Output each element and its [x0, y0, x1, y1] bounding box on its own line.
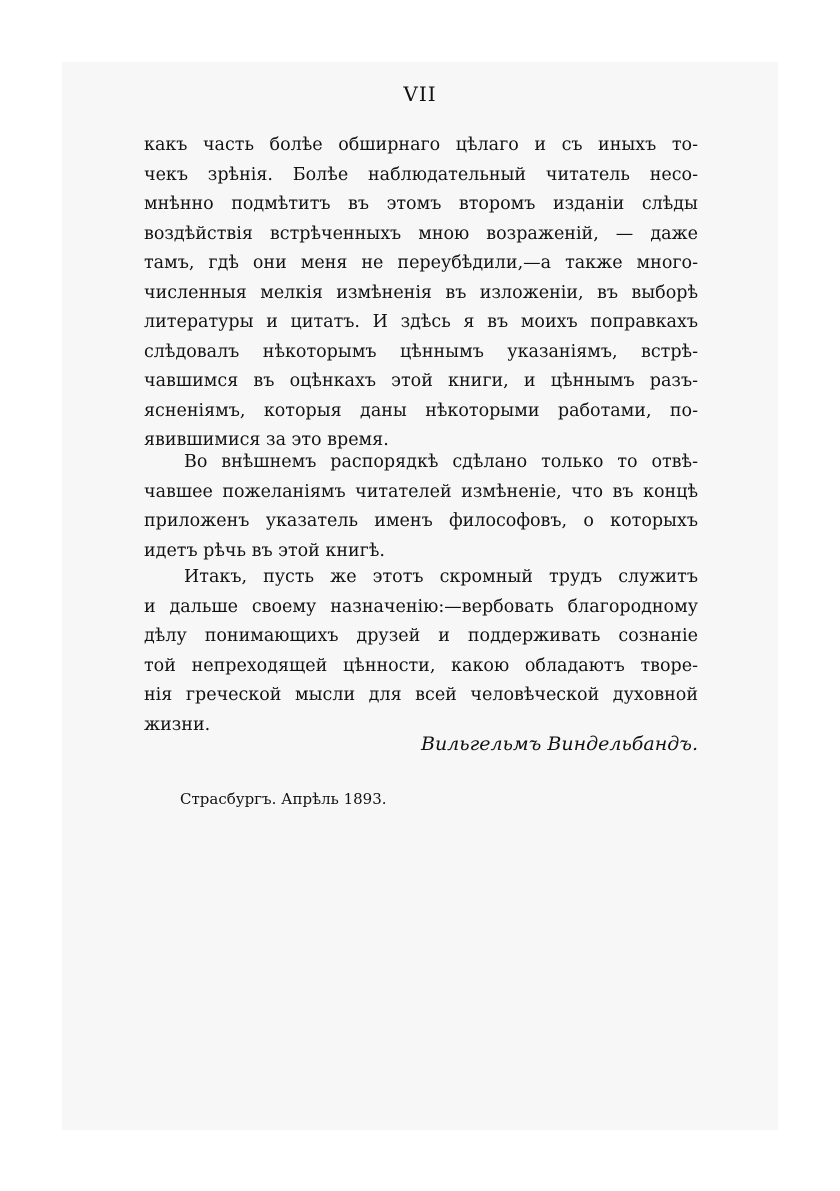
text-line: какъ часть болѣе обширнаго цѣлаго и съ иныхъ то-: [144, 135, 698, 155]
place-date: Страсбургъ. Апрѣль 1893.: [180, 790, 387, 808]
text-line: жизни.: [144, 714, 211, 735]
text-line: и дальше своему назначенію:—вербовать благородному: [144, 596, 698, 617]
text-line: тамъ, гдѣ они меня не переубѣдили,—а также много-: [144, 253, 698, 273]
text-line: нія греческой мысли для всей человѣческой духовной: [144, 685, 698, 705]
text-line: чавшее пожеланіямъ читателей измѣненіе, что въ концѣ: [144, 481, 698, 502]
text-line: чавшимся въ оцѣнкахъ этой книги, и цѣннымъ разъ-: [144, 371, 698, 391]
text-line: Итакъ, пусть же этотъ скромный трудъ служитъ: [184, 567, 698, 587]
text-line: литературы и цитатъ. И здѣсь я въ моихъ поправкахъ: [144, 312, 698, 332]
text-line: ясненіямъ, которыя даны нѣкоторыми работами, по-: [144, 400, 698, 421]
paragraph-1: [144, 131, 698, 456]
text-line: дѣлу понимающихъ друзей и поддерживать сознаніе: [144, 626, 698, 646]
paragraph-2: [144, 448, 698, 566]
text-line: мнѣнно подмѣтитъ въ этомъ второмъ изданіи слѣды: [144, 194, 698, 214]
text-line: идетъ рѣчь въ этой книгѣ.: [144, 540, 385, 561]
text-line: приложенъ указатель именъ философовъ, о которыхъ: [144, 511, 698, 531]
text-line: Во внѣшнемъ распорядкѣ сдѣлано только то отвѣ-: [184, 452, 698, 472]
page-number: VII: [403, 82, 437, 106]
text-line: чекъ зрѣнія. Болѣе наблюдательный читатель несо-: [144, 164, 698, 185]
text-line: слѣдовалъ нѣкоторымъ цѣннымъ указаніямъ, встрѣ-: [144, 341, 698, 362]
author-signature: Вильгельмъ Виндельбандъ.: [420, 733, 698, 755]
text-line: той непреходящей цѣнности, какою обладаютъ творе-: [144, 655, 698, 676]
text-line: воздѣйствія встрѣченныхъ мною возраженій, — даже: [144, 223, 698, 244]
text-line: численныя мелкія измѣненія въ изложеніи, въ выборѣ: [144, 282, 698, 303]
paragraph-3: [144, 563, 698, 740]
text-line: явившимися за это время.: [144, 430, 389, 450]
